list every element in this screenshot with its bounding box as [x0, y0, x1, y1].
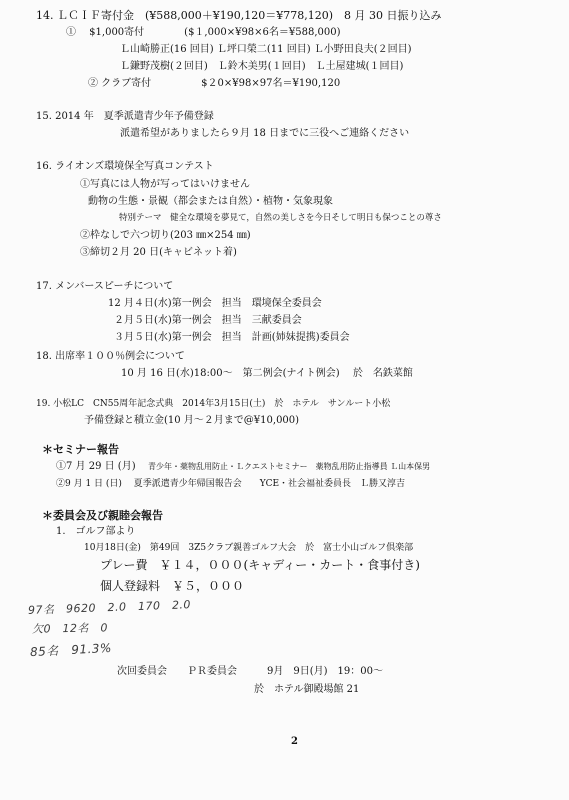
seminar-heading: ＊セミナー報告 — [42, 443, 119, 456]
item18-title: 18. 出席率１００％例会について — [36, 351, 185, 362]
item14-sub1: ① $1,000寄付 ($１,000×¥98×6名＝¥588,000) — [66, 27, 341, 38]
committee-heading: ＊委員会及び親睦会報告 — [42, 509, 163, 522]
item17-title: 17. メンバースピーチについて — [36, 281, 174, 292]
page-number: 2 — [291, 736, 298, 747]
item14-names2: Ｌ鎌野茂樹(２回目) Ｌ鈴木美男(１回目) Ｌ土屋建城(１回目) — [120, 61, 404, 72]
item19-title: 19. 小松LC CN55周年記念式典 2014年3月15日(土) 於 ホテル サンルート小松 — [36, 399, 391, 409]
item14-sub2: ② クラブ寄付 $２0×¥98×97名＝¥190,120 — [88, 78, 341, 89]
item15-title: 15. 2014 年 夏季派遣青少年予備登録 — [36, 111, 214, 122]
item18-body: 10 月 16 日(水)18:00～ 第二例会(ナイト例会) 於 名鉄菜館 — [121, 368, 413, 379]
committee-sub: 1. ゴルフ部より — [56, 526, 136, 537]
item16-title: 16. ライオンズ環境保全写真コンテスト — [36, 161, 214, 172]
item16-line1: ①写真には人物が写ってはいけません — [80, 179, 250, 190]
seminar-line1-detail: 青少年・薬物乱用防止・Ｌクエストセミナー 薬物乱用防止指導員 Ｌ山本保男 — [148, 462, 431, 471]
seminar-line2: ②9 月 1 日 (日) 夏季派遣青少年帰国報告会 YCE・社会福祉委員長 Ｌ勝又淳吉 — [56, 479, 406, 489]
item17-row: 12 月４日(水)第一例会 担当 環境保全委員会 — [108, 298, 322, 309]
next-meeting-line1: 次回委員会 ＰＲ委員会 9月 9日(月) 19：00～ — [117, 666, 383, 677]
item15-body: 派遣希望がありましたら９月 18 日までに三役へご連絡ください — [120, 128, 410, 139]
item16-line2: 動物の生態・景観（都会または自然）・植物・気象現象 — [88, 196, 333, 207]
committee-line1: 10月18日(金) 第49回 3Z5クラブ親善ゴルフ大会 於 富士小山ゴルフ倶楽部 — [84, 543, 414, 553]
item17-row: ３月５日(水)第一例会 担当 計画(姉妹提携)委員会 — [114, 332, 350, 343]
item14-names1: Ｌ山崎勝正(16 回目) Ｌ坪口榮二(11 回目) Ｌ小野田良夫(２回目) — [120, 44, 412, 55]
handwritten-note-3: 85名 91.3% — [29, 640, 113, 660]
handwritten-note-2: 欠0 12名 0 — [31, 621, 109, 636]
item16-line3: 特別テーマ 健全な環境を夢見て，自然の美しさを今日そして明日も保つことの尊さ — [119, 213, 442, 223]
handwritten-note-1: 97名 9620 2.0 170 2.0 — [27, 598, 192, 617]
item19-body: 予備登録と積立金(10 月～２月まで@¥10,000) — [84, 415, 300, 426]
committee-line2: プレー費 ￥１４，０００(キャディー・カート・食事付き) — [100, 558, 420, 572]
committee-line3: 個人登録料 ￥５，０００ — [100, 579, 245, 593]
item16-line5: ③締切２月 20 日(キャビネット着) — [80, 247, 237, 258]
seminar-line1-date: ①7 月 29 日 (月) — [56, 461, 136, 472]
item14-title: 14. ＬＣＩＦ寄付金 (¥588,000＋¥190,120＝¥778,120) 8 月 30 日振り込み — [36, 9, 442, 22]
item17-row: ２月５日(水)第一例会 担当 三献委員会 — [114, 315, 302, 326]
item16-line4: ②枠なしで六つ切り(203 ㎜×254 ㎜) — [80, 230, 251, 241]
next-meeting-venue: 於 ホテル御殿場館 21 — [254, 684, 360, 695]
